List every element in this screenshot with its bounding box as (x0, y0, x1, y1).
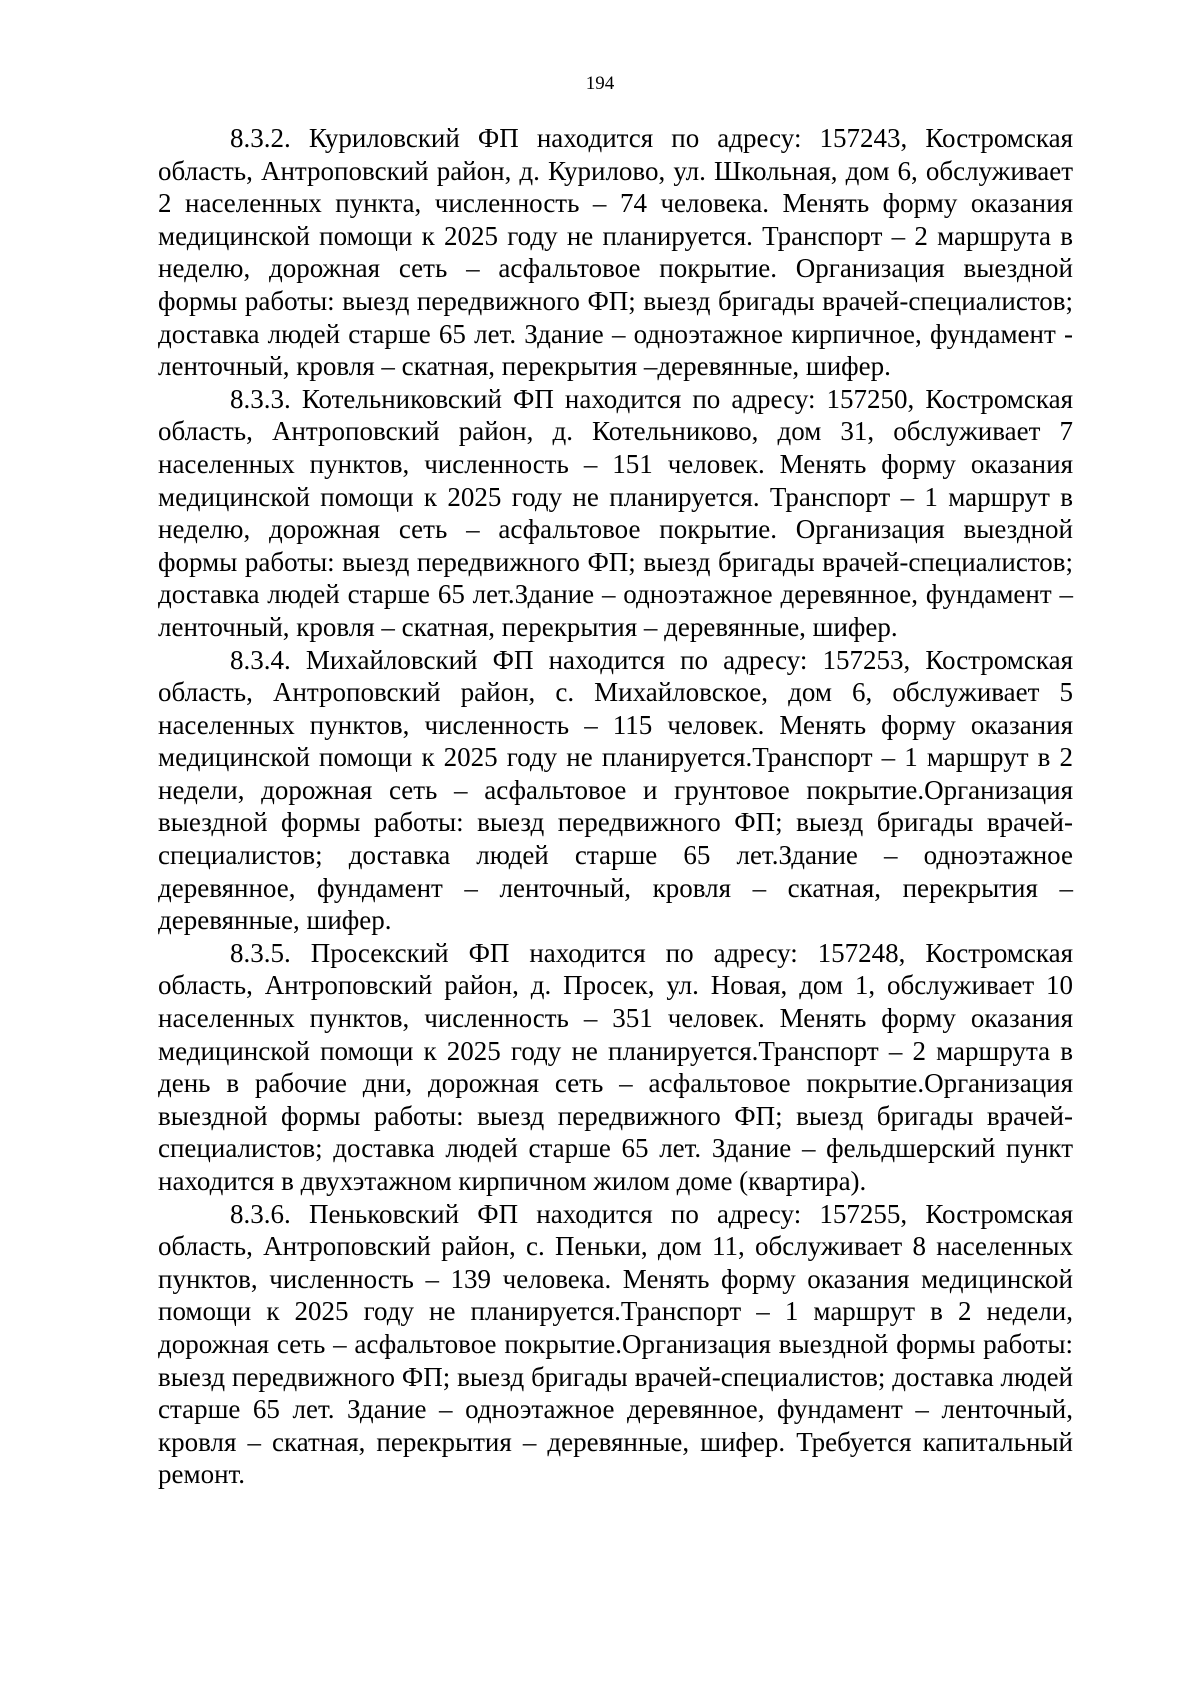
document-body (158, 122, 1073, 1491)
paragraph-8-3-6: 8.3.6. Пеньковский ФП находится по адресу: 157255, Костромская область, Антроповский район, с. Пеньки, дом 11, обслуживает 8 населенных пунктов, численность – 139 человека. Менять форму оказания медицинской помощи к 2025 году не планируется.Транспорт – 1 маршрут в 2 недели, дорожная сеть – асфальтовое покрытие.Организация выездной формы работы: выезд передвижного ФП; выезд бригады врачей-специалистов; доставка людей старше 65 лет. Здание – одноэтажное деревянное, фундамент – ленточный, кровля – скатная, перекрытия – деревянные, шифер. Требуется капитальный ремонт. (158, 1198, 1073, 1490)
page-number: 194 (585, 73, 615, 94)
paragraph-8-3-3: 8.3.3. Котельниковский ФП находится по адресу: 157250, Костромская область, Антроповский район, д. Котельниково, дом 31, обслуживает 7 населенных пунктов, численность – 151 человек. Менять форму оказания медицинской помощи к 2025 году не планируется. Транспорт – 1 маршрут в неделю, дорожная сеть – асфальтовое покрытие. Организация выездной формы работы: выезд передвижного ФП; выезд бригады врачей-специалистов; доставка людей старше 65 лет.Здание – одноэтажное деревянное, фундамент – ленточный, кровля – скатная, перекрытия – деревянные, шифер. (158, 383, 1073, 642)
paragraph-8-3-5: 8.3.5. Просекский ФП находится по адресу: 157248, Костромская область, Антроповский район, д. Просек, ул. Новая, дом 1, обслуживает 10 населенных пунктов, численность – 351 человек. Менять форму оказания медицинской помощи к 2025 году не планируется.Транспорт – 2 маршрута в день в рабочие дни, дорожная сеть – асфальтовое покрытие.Организация выездной формы работы: выезд передвижного ФП; выезд бригады врачей-специалистов; доставка людей старше 65 лет. Здание – фельдшерский пункт находится в двухэтажном кирпичном жилом доме (квартира). (158, 937, 1073, 1196)
paragraph-8-3-4: 8.3.4. Михайловский ФП находится по адресу: 157253, Костромская область, Антроповский район, с. Михайловское, дом 6, обслуживает 5 населенных пунктов, численность – 115 человек. Менять форму оказания медицинской помощи к 2025 году не планируется.Транспорт – 1 маршрут в 2 недели, дорожная сеть – асфальтовое и грунтовое покрытие.Организация выездной формы работы: выезд передвижного ФП; выезд бригады врачей-специалистов; доставка людей старше 65 лет.Здание – одноэтажное деревянное, фундамент – ленточный, кровля – скатная, перекрытия – деревянные, шифер. (158, 644, 1073, 936)
paragraph-8-3-2: 8.3.2. Куриловский ФП находится по адресу: 157243, Костромская область, Антроповский район, д. Курилово, ул. Школьная, дом 6, обслуживает 2 населенных пункта, численность – 74 человека. Менять форму оказания медицинской помощи к 2025 году не планируется. Транспорт – 2 маршрута в неделю, дорожная сеть – асфальтовое покрытие. Организация выездной формы работы: выезд передвижного ФП; выезд бригады врачей-специалистов; доставка людей старше 65 лет. Здание – одноэтажное кирпичное, фундамент - ленточный, кровля – скатная, перекрытия –деревянные, шифер. (158, 123, 1073, 382)
